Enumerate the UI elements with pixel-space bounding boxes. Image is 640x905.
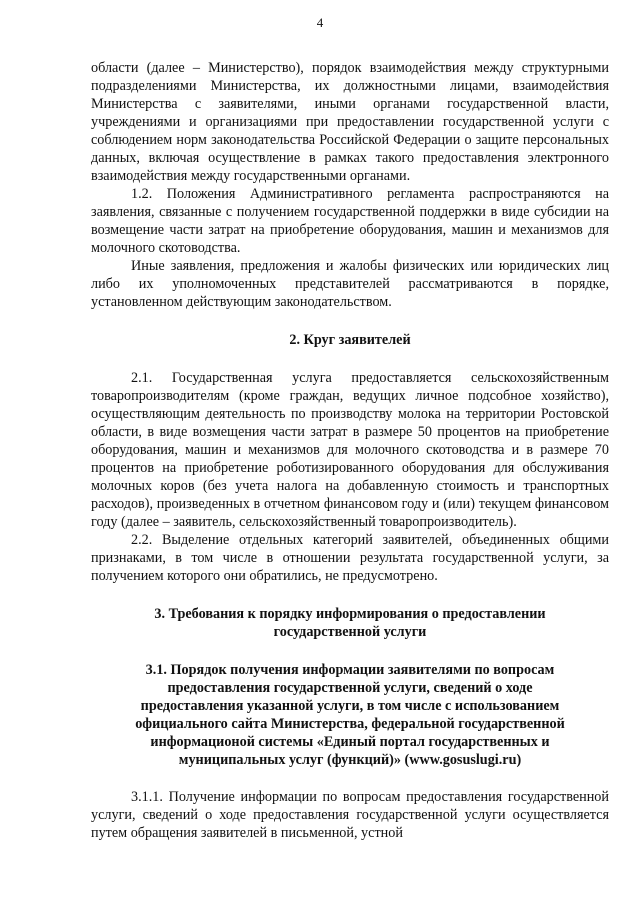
section-heading-2: 2. Круг заявителей <box>289 332 411 348</box>
document-body <box>91 59 609 842</box>
paragraph-3-1-1: 3.1.1. Получение информации по вопросам предоставления государственной услуги, сведений о ходе предоставления государственной услуги осуществляется путем обращения заявителей в письменной, устной <box>91 789 609 841</box>
paragraph-other-applications: Иные заявления, предложения и жалобы физических или юридических лиц либо их уполномоченных представителей рассматриваются в порядке, установленном действующим законодательством. <box>91 258 609 310</box>
page-number: 4 <box>316 15 324 30</box>
paragraph-intro: области (далее – Министерство), порядок взаимодействия между структурными подразделениями Министерства, их должностными лицами, взаимодействия Министерства с заявителями, иными органами государственной власти, учреждениями и организациями при предоставлении государственной услуги с соблюдением норм законодательства Российской Федерации о защите персональных данных, включая осуществление в рамках такого предоставления электронного взаимодействия между государственными органами. <box>91 60 609 184</box>
paragraph-2-1: 2.1. Государственная услуга предоставляется сельскохозяйственным товаропроизводителям (кроме граждан, ведущих личное подсобное хозяйство), осуществляющим деятельность по производству молока на территории Ростовской области, в виде возмещения части затрат в размере 50 процентов на приобретение оборудования, машин и механизмов для молочного скотоводства и в размере 70 процентов на приобретение роботизированного оборудования для обслуживания молочных коров (без учета налога на добавленную стоимость и транспортных расходов), произведенных в отчетном финансовом году и (или) текущем финансовом году (далее – заявитель, сельскохозяйственный товаропроизводитель). <box>91 370 609 530</box>
subsection-heading-3-1: 3.1. Порядок получения информации заявителями по вопросам предоставления государственной услуги, сведений о ходе предоставления указанной услуги, в том числе с использованием официального сайта Министерства, федеральной государственной информационой системы «Единый портал государственных и муниципальных услуг (функций)» (www.gosuslugi.ru) <box>135 662 565 768</box>
paragraph-1-2: 1.2. Положения Административного регламента распространяются на заявления, связанные с получением государственной поддержки в виде субсидии на возмещение части затрат на приобретение оборудования, машин и механизмов для молочного скотоводства. <box>91 186 609 256</box>
section-heading-3: 3. Требования к порядку информирования о предоставлении государственной услуги <box>154 606 546 640</box>
paragraph-2-2: 2.2. Выделение отдельных категорий заявителей, объединенных общими признаками, в том числе в отношении результата государственной услуги, за получением которого они обратились, не предусмотрено. <box>91 532 609 584</box>
